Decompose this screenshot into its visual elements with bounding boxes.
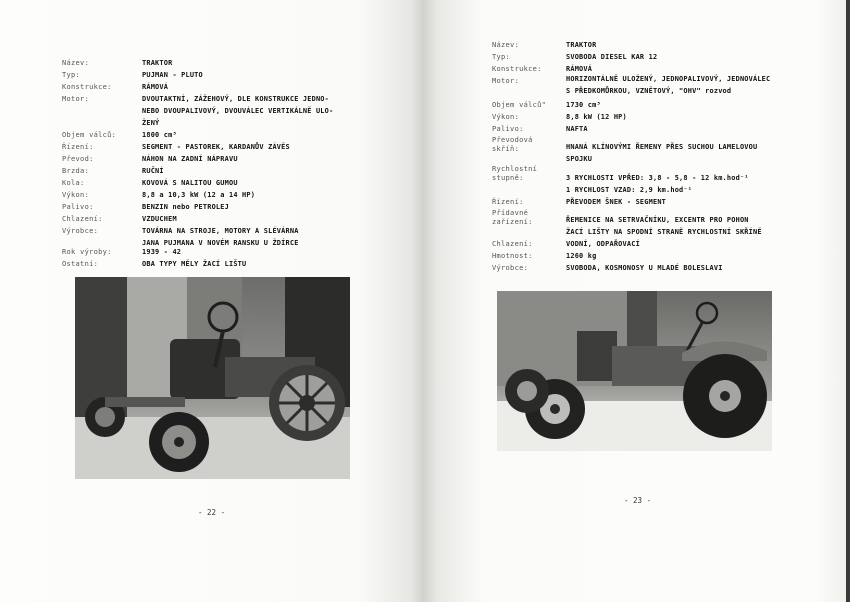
value-konstrukce: RÁMOVÁ — [142, 83, 169, 91]
svoboda-tractor-photo — [497, 291, 772, 451]
value-zarizeni-line2: ŽACÍ LIŠTY NA SPODNÍ STRANĚ RYCHLOSTNÍ SKŘÍNĚ — [566, 228, 762, 236]
label-typ: Typ: — [492, 53, 511, 61]
label-chlazeni: Chlazení: — [492, 240, 533, 248]
value-motor-line2: NEBO DVOUPALIVOVÝ, DVOUVÁLEC VERTIKÁLNĚ ULO- — [142, 107, 334, 115]
value-motor-line1: HORIZONTÁLNĚ ULOŽENÝ, JEDNOPALIVOVÝ, JEDNOVÁLEC — [566, 75, 771, 83]
page-number-right: - 23 - — [624, 496, 652, 505]
label-objem: Objem válců: — [62, 131, 117, 139]
value-brzda: RUČNÍ — [142, 167, 164, 175]
value-nazev: TRAKTOR — [566, 41, 597, 49]
value-vyrobce: SVOBODA, KOSMONOSY U MLADÉ BOLESLAVI — [566, 264, 723, 272]
value-objem: 1800 cm³ — [142, 131, 177, 139]
value-prevod: NÁHON NA ZADNÍ NÁPRAVU — [142, 155, 238, 163]
label-prevod: Převod: — [62, 155, 94, 163]
value-rychlosti-vpred: 3 RYCHLOSTI VPŘED: 3,8 - 5,8 - 12 km.hod⁻¹ — [566, 174, 749, 182]
label-zarizeni: zařízení: — [492, 218, 533, 226]
value-skrin-line1: HNANÁ KLÍNOVÝMI ŘEMENY PŘES SUCHOU LAMELOVOU — [566, 143, 758, 151]
value-vykon: 8,8 kW (12 HP) — [566, 113, 627, 121]
value-konstrukce: RÁMOVÁ — [566, 65, 593, 73]
right-page — [424, 0, 850, 602]
value-chlazeni: VZDUCHEM — [142, 215, 177, 223]
label-hmotnost: Hmotnost: — [492, 252, 533, 260]
label-rizeni: Řízení: — [492, 198, 524, 206]
label-rok-vyroby: Rok výroby: — [62, 248, 112, 256]
value-typ: PUJMAN - PLUTO — [142, 71, 203, 79]
value-palivo: BENZIN nebo PETROLEJ — [142, 203, 229, 211]
label-konstrukce: Konstrukce: — [492, 65, 542, 73]
label-pridavne: Přídavné — [492, 209, 529, 217]
label-palivo: Palivo: — [62, 203, 94, 211]
label-palivo: Palivo: — [492, 125, 524, 133]
value-rychlost-vzad: 1 RYCHLOST VZAD: 2,9 km.hod⁻¹ — [566, 186, 693, 194]
page-number-left: - 22 - — [198, 508, 226, 517]
label-rychlostni: Rychlostní — [492, 165, 538, 173]
label-brzda: Brzda: — [62, 167, 90, 175]
label-konstrukce: Konstrukce: — [62, 83, 112, 91]
value-rizeni: PŘEVODEM ŠNEK - SEGMENT — [566, 198, 667, 206]
label-ostatni: Ostatní: — [62, 260, 99, 268]
label-vykon: Výkon: — [62, 191, 90, 199]
label-vyrobce: Výrobce: — [492, 264, 529, 272]
label-skrin: skříň: — [492, 145, 520, 153]
right-spec-block — [492, 40, 842, 280]
value-rizeni: SEGMENT - PASTOREK, KARDANŮV ZÁVĚS — [142, 143, 290, 151]
label-vykon: Výkon: — [492, 113, 520, 121]
label-chlazeni: Chlazení: — [62, 215, 103, 223]
value-nazev: TRAKTOR — [142, 59, 173, 67]
label-stupne: stupně: — [492, 174, 524, 182]
label-motor: Motor: — [62, 95, 90, 103]
value-kola: KOVOVÁ S NALITOU GUMOU — [142, 179, 238, 187]
value-rok-vyroby: 1939 - 42 — [142, 248, 182, 256]
value-ostatni: OBA TYPY MĚLY ŽACÍ LIŠTU — [142, 260, 247, 268]
value-vyrobce-line1: TOVÁRNA NA STROJE, MOTORY A SLÉVÁRNA — [142, 227, 299, 235]
label-rizeni: Řízení: — [62, 143, 94, 151]
value-typ: SVOBODA DIESEL KAR 12 — [566, 53, 658, 61]
pujman-tractor-photo — [75, 277, 350, 479]
label-vyrobce: Výrobce: — [62, 227, 99, 235]
book-edge — [846, 0, 850, 602]
left-page — [0, 0, 424, 602]
label-objem: Objem válců" — [492, 101, 547, 109]
value-vyrobce-line2: JANA PUJMANA V NOVÉM RANSKU U ŽDÍRCE — [142, 239, 299, 247]
label-prevodova: Převodová — [492, 136, 533, 144]
value-vykon: 8,8 a 10,3 kW (12 a 14 HP) — [142, 191, 256, 199]
label-typ: Typ: — [62, 71, 81, 79]
value-motor-line1: DVOUTAKTNÍ, ZÁŽEHOVÝ, DLE KONSTRUKCE JEDNO- — [142, 95, 329, 103]
value-chlazeni: VODNÍ, ODPAŘOVACÍ — [566, 240, 640, 248]
value-hmotnost: 1260 kg — [566, 252, 597, 260]
value-objem: 1730 cm³ — [566, 101, 601, 109]
left-spec-block — [62, 58, 402, 278]
label-motor: Motor: — [492, 77, 520, 85]
value-motor-line3: ŽENÝ — [142, 119, 160, 127]
value-motor-line2: S PŘEDKOMŮRKOU, VZNĚTOVÝ, "OHV" rozvod — [566, 87, 732, 95]
value-palivo: NAFTA — [566, 125, 588, 133]
value-skrin-line2: SPOJKU — [566, 155, 593, 163]
label-nazev: Název: — [62, 59, 90, 67]
label-nazev: Název: — [492, 41, 520, 49]
value-zarizeni-line1: ŘEMENICE NA SETRVAČNÍKU, EXCENTR PRO POHON — [566, 216, 749, 224]
label-kola: Kola: — [62, 179, 85, 187]
